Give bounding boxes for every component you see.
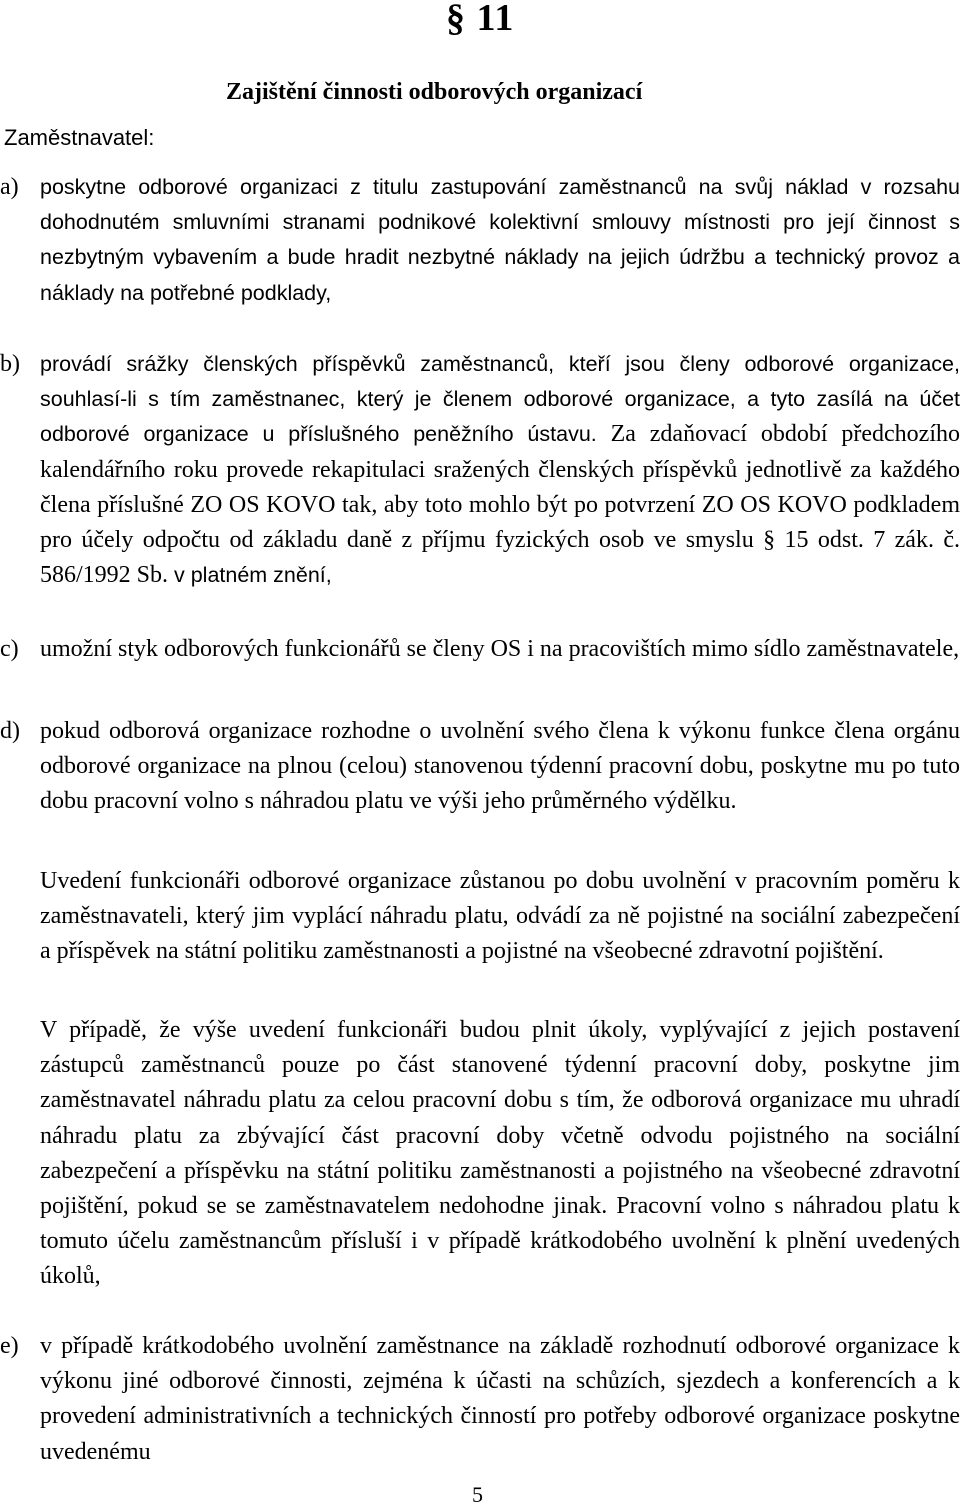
paragraph-part: Pracovní volno s náhradou platu k tomuto účelu zaměstnancům přísluší i v případě krátkodobého uvolnění k plnění uvedených úkolů, xyxy=(40,1193,960,1290)
list-item-text-part: Za zdaňovací období předchozího kalendářního roku provede rekapitulaci sražených členských příspěvků jednotlivě za každého člena příslušné ZO OS KOVO tak, aby toto mohlo být po potvrzení ZO OS KOVO podkladem pro účely odpočtu od základu daně z příjmu fyzických osob ve smyslu § 15 odst. 7 zák. č. 586/1992 Sb. xyxy=(40,421,960,589)
paragraph xyxy=(40,1013,960,1295)
list-marker: c) xyxy=(0,636,19,662)
list-item-text: poskytne odborové organizaci z titulu zastupování zaměstnanců na svůj náklad v rozsahu dohodnutém smluvními stranami podnikové kolektivní smlouvy místnosti pro její činnost s nezbytným vybavením a bude hradit nezbytné náklady na jejich údržbu a technický provoz a náklady na potřebné podklady, xyxy=(40,175,960,305)
page-number: 5 xyxy=(472,1482,483,1507)
list-marker: d) xyxy=(0,718,20,744)
list-item-text-part: v platném znění, xyxy=(168,563,332,588)
list-item-text xyxy=(40,347,960,593)
list-marker: a) xyxy=(0,174,19,200)
section-title: Zajištění činnosti odborových organizací xyxy=(226,79,643,105)
list-item-text: v případě krátkodobého uvolnění zaměstnance na základě rozhodnutí odborové organizace k výkonu jiné odborové činnosti, zejména k účasti na schůzích, sjezdech a konferencích a k provedení administrativních a technických činností pro potřeby odborové organizace poskytne uvedenému xyxy=(40,1333,960,1465)
list-item-text: umožní styk odborových funkcionářů se členy OS i na pracovištích mimo sídlo zaměstnavatele, xyxy=(40,636,960,662)
paragraph: Uvedení funkcionáři odborové organizace zůstanou po dobu uvolnění v pracovním poměru k zaměstnavateli, který jim vyplácí náhradu platu, odvádí za ně pojistné na sociální zabezpečení a příspěvek na státní politiku zaměstnanosti a pojistné na všeobecné zdravotní pojištění. xyxy=(40,868,960,965)
list-item-text-part: provádí srážky členských příspěvků zaměstnanců, kteří jsou členy odborové organizace, souhlasí-li s tím zaměstnanec, který je členem odborové organizace, a tyto zasílá na účet odborové organizace u příslušného peněžního ústavu. xyxy=(40,352,960,447)
list-item-text: pokud odborová organizace rozhodne o uvolnění svého člena k výkonu funkce člena orgánu odborové organizace na plnou (celou) stanovenou týdenní pracovní dobu, poskytne mu po tuto dobu pracovní volno s náhradou platu ve výši jeho průměrného výdělku. xyxy=(40,718,960,815)
intro-label: Zaměstnavatel: xyxy=(4,125,155,150)
list-marker: e) xyxy=(0,1333,19,1359)
list-marker: b) xyxy=(0,351,20,377)
paragraph-part: V případě, že výše uvedení funkcionáři budou plnit úkoly, vyplývající z jejich postavení zástupců zaměstnanců pouze po část stanovené týdenní pracovní doby, poskytne jim zaměstnavatel náhradu platu za celou pracovní dobu s tím, že odborová organizace mu uhradí náhradu platu za zbývající část pracovní doby včetně odvodu pojistného na sociální zabezpečení a příspěvku na státní politiku zaměstnanosti a pojistného na všeobecné zdravotní pojištění, pokud se se zaměstnavatelem nedohodne jinak. xyxy=(40,1017,960,1220)
section-number-heading: § 11 xyxy=(446,0,515,39)
